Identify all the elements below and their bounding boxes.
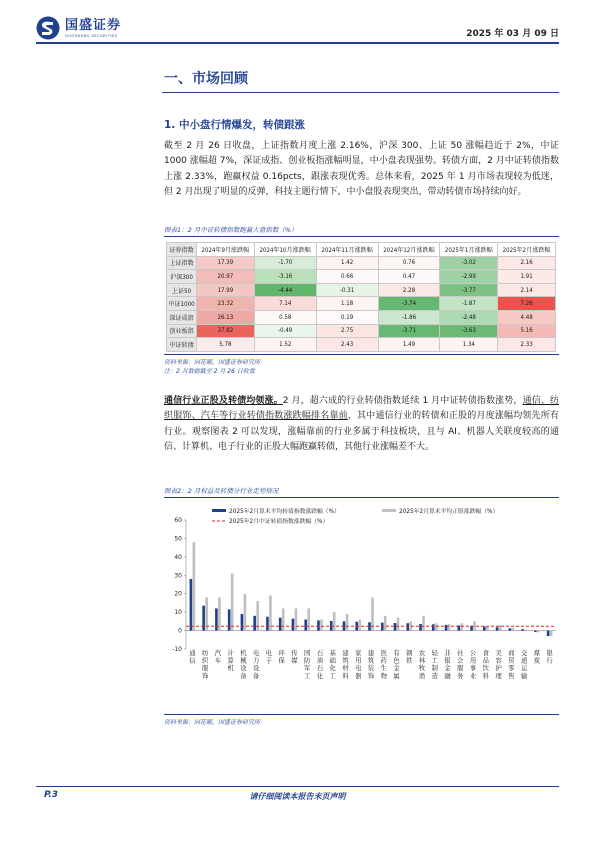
table-cell: 2.14 (498, 283, 556, 297)
table-cell: 1.52 (254, 338, 316, 352)
bar-convertible (394, 623, 397, 631)
table-cell: 23.32 (197, 297, 255, 311)
table-cell: 2.75 (316, 324, 378, 338)
x-tick-label: 电子 (265, 650, 273, 665)
row-label: 沪深300 (167, 270, 197, 284)
table-cell: -0.49 (254, 324, 316, 338)
x-tick-label: 机械设备 (240, 650, 247, 680)
bar-convertible (483, 627, 486, 631)
table-cell: 2.43 (316, 338, 378, 352)
bar-stock (537, 631, 540, 633)
table-cell: 1.34 (440, 338, 498, 352)
bar-stock (512, 628, 515, 631)
bar-stock (295, 608, 298, 630)
table-cell: 26.13 (197, 310, 255, 324)
section-title: 一、市场回顾 (164, 71, 248, 87)
table-row (167, 310, 556, 324)
bar-convertible (547, 631, 550, 637)
bar-stock (524, 630, 527, 631)
figure1-bottom-rule (164, 354, 559, 355)
x-tick-label: 纺织服饰 (201, 650, 209, 680)
figure1-source: 资料来源：同花顺，国盛证券研究所 (164, 359, 261, 366)
y-tick-label: 10 (174, 609, 182, 617)
bar-convertible (304, 620, 307, 631)
industry-bar-chart (164, 503, 559, 711)
table-header-cell: 证券指数 (167, 243, 197, 257)
row-label: 深证成指 (167, 310, 197, 324)
bar-stock (486, 627, 489, 631)
bar-stock (461, 623, 464, 630)
bar-convertible (279, 618, 282, 631)
page-number: P.3 (44, 790, 58, 800)
row-label: 中证转债 (167, 338, 197, 352)
table-cell: -3.74 (378, 297, 440, 311)
bar-convertible (406, 623, 409, 630)
bar-convertible (266, 617, 269, 631)
x-tick-label: 传媒 (291, 650, 298, 665)
table-row (167, 338, 556, 352)
table-header-cell: 2024年12月涨跌幅 (378, 243, 440, 257)
bar-convertible (432, 624, 435, 630)
paragraph-market-review: 截至 2 月 26 日收盘，上证指数月度上涨 2.16%，沪深 300、上证 50 涨幅趋近于 2%，中证 1000 涨幅超 7%，深证成指、创业板指涨幅明显，中小盘表现强势。转债方面，2 月中证转债指数上涨 2.33%，跑赢权益 0.16pcts，跟涨表现优秀。总体来看，2025 年 1 月市场表现较为低迷，但 2 月出现了明显的反弹，科技主题行情下，中小盘股表现突出，带动转债市场持续向好。 (164, 141, 559, 198)
table-cell: 0.66 (316, 270, 378, 284)
bar-stock (333, 612, 336, 630)
x-tick-label: 建筑装饰 (367, 650, 375, 680)
table-cell: -3.02 (440, 256, 498, 270)
bar-convertible (190, 579, 193, 631)
row-label: 中证1000 (167, 297, 197, 311)
table-cell: -1.87 (440, 297, 498, 311)
x-tick-label: 农林牧渔 (418, 650, 426, 680)
paragraph-industry (164, 394, 559, 456)
bar-stock (307, 608, 310, 630)
table-body (167, 256, 556, 351)
bar-stock (550, 631, 553, 637)
legend-swatch-stock (382, 509, 396, 512)
table-row (167, 324, 556, 338)
bar-stock (422, 616, 425, 631)
table-cell: 0.19 (316, 310, 378, 324)
table-cell: -1.70 (254, 256, 316, 270)
table-cell: 1.91 (498, 270, 556, 284)
table-header-cell: 2024年11月涨跌幅 (316, 243, 378, 257)
table-cell: 20.97 (197, 270, 255, 284)
table-cell: 1.49 (378, 338, 440, 352)
x-tick-label: 商贸零售 (508, 650, 515, 680)
table-cell: 7.26 (498, 297, 556, 311)
x-tick-label: 食品饮料 (482, 650, 489, 680)
row-label: 创业板指 (167, 324, 197, 338)
paragraph-text-1: 2 月，超六成的行业转债指数延续 1 月中证转债指数涨势， (282, 396, 523, 406)
x-tick-label: 社会服务 (457, 650, 464, 680)
table-header-row (167, 243, 556, 257)
x-tick-label: 美容护理 (495, 650, 502, 680)
x-tick-label: 家用电器 (355, 650, 362, 680)
figure2-source: 资料来源：同花顺，国盛证券研究所 (164, 719, 261, 726)
paragraph-text-2: ，其中通信行业的转债和正股的月度涨幅均领先所有行业。观察图表 2 可以发现，涨幅靠前的行业多属于科技板块，且与 AI、机器人关联度较高的通信、计算机、电子行业的正股大幅跑赢转债，其他行业涨幅差不大。 (164, 411, 559, 453)
bar-stock (218, 597, 221, 630)
bar-convertible (534, 631, 537, 632)
x-tick-label: 石油石化 (316, 650, 324, 680)
x-tick-label: 交通运输 (520, 650, 528, 680)
legend-label-reference: 2025年2月中证转债指数涨跌幅（%） (229, 519, 329, 525)
bar-stock (499, 625, 502, 631)
table-cell: -4.44 (254, 283, 316, 297)
legend-label-convertible: 2025年2月算术平均转债指数涨跌幅（%） (229, 509, 340, 515)
bar-stock (371, 597, 374, 630)
logo-cn-text: 国盛证券 (65, 17, 122, 33)
x-tick-label: 电力设备 (253, 650, 260, 680)
table-cell: -3.16 (254, 270, 316, 284)
y-tick-label: 30 (174, 572, 182, 580)
bar-convertible (521, 629, 524, 630)
table-cell: 2.33 (498, 338, 556, 352)
company-logo (36, 16, 121, 40)
y-tick-label: 0 (178, 627, 182, 635)
logo-en-text: GUOSHENG SECURITIES (65, 33, 118, 38)
legend-label-stock: 2025年2月算术平均正股涨跌幅（%） (399, 509, 499, 515)
table-cell: 1.42 (316, 256, 378, 270)
row-label: 上证指数 (167, 256, 197, 270)
x-tick-label: 医药生物 (380, 650, 387, 680)
table-cell: -0.31 (316, 283, 378, 297)
x-tick-label: 非银金融 (444, 650, 451, 680)
table-header-cell: 2024年9月涨跌幅 (197, 243, 255, 257)
x-tick-label: 环保 (278, 650, 285, 665)
index-performance-table (166, 242, 556, 352)
y-tick-label: 40 (174, 553, 182, 561)
table-cell: 2.16 (498, 256, 556, 270)
table-cell: 1.18 (316, 297, 378, 311)
bar-convertible (317, 620, 320, 630)
table-cell: 37.82 (197, 324, 255, 338)
x-tick-label: 有色金属 (393, 650, 400, 680)
table-cell: 17.39 (197, 256, 255, 270)
bar-stock (358, 620, 361, 631)
bar-stock (320, 620, 323, 631)
table-cell: -3.71 (378, 324, 440, 338)
table-header-cell: 2024年10月涨跌幅 (254, 243, 316, 257)
bar-convertible (202, 606, 205, 631)
table-cell: 7.14 (254, 297, 316, 311)
x-tick-label: 轻工制造 (431, 650, 438, 680)
bar-convertible (292, 619, 295, 631)
bar-convertible (496, 627, 499, 630)
paragraph-underlined: 通信、纺织服饰、汽车等行业转债指数涨跌幅排名靠前 (164, 396, 559, 422)
bar-convertible (509, 628, 512, 630)
table-header-cell: 2025年2月涨跌幅 (498, 243, 556, 257)
table-row (167, 256, 556, 270)
bar-convertible (241, 614, 244, 631)
header-divider (36, 42, 559, 44)
bar-convertible (215, 608, 218, 630)
table-cell: -2.48 (440, 310, 498, 324)
row-label: 上证50 (167, 283, 197, 297)
table-cell: -1.86 (378, 310, 440, 324)
table-cell: 0.76 (378, 256, 440, 270)
paragraph-lead: 通信行业正股及转债均领涨。 (164, 396, 283, 406)
x-tick-label: 国防军工 (304, 650, 311, 680)
y-tick-label: 20 (174, 590, 182, 598)
y-tick-label: -10 (172, 646, 182, 653)
table-cell: 4.48 (498, 310, 556, 324)
table-row (167, 283, 556, 297)
table-cell: -3.77 (440, 283, 498, 297)
x-tick-label: 煤炭 (533, 650, 541, 665)
table-cell: 0.47 (378, 270, 440, 284)
table-cell: 5.16 (498, 324, 556, 338)
table-cell: 2.28 (378, 283, 440, 297)
bar-stock (346, 614, 349, 631)
guosheng-logo-icon (36, 16, 60, 40)
table-header-cell: 2025年1月涨跌幅 (440, 243, 498, 257)
table-cell: 17.99 (197, 283, 255, 297)
bar-stock (244, 594, 247, 631)
y-tick-label: 50 (174, 535, 182, 543)
footer-divider (36, 786, 559, 787)
bar-stock (193, 542, 196, 630)
table-cell: -3.63 (440, 324, 498, 338)
table-cell: 0.58 (254, 310, 316, 324)
bar-stock (205, 597, 208, 630)
x-tick-label: 计算机 (227, 650, 234, 673)
table-row (167, 297, 556, 311)
x-tick-label: 钢铁 (406, 650, 413, 665)
bar-convertible (228, 609, 231, 630)
bar-stock (269, 596, 272, 631)
bar-convertible (445, 625, 448, 631)
footer-disclaimer: 请仔细阅读本报告末页声明 (249, 792, 346, 801)
legend-swatch-convertible (212, 509, 226, 512)
figure1-note: 注：2 月数据截至 2 月 26 日收盘 (164, 368, 255, 375)
subsection-title: 1. 中小盘行情爆发，转债跟涨 (164, 119, 305, 131)
bar-stock (282, 608, 285, 630)
x-tick-label: 公用事业 (469, 650, 477, 680)
table-cell: 5.78 (197, 338, 255, 352)
report-date: 2025 年 03 月 09 日 (466, 29, 559, 39)
bar-stock (397, 618, 400, 631)
bar-convertible (253, 616, 256, 631)
table-row (167, 270, 556, 284)
x-tick-label: 汽车 (214, 650, 222, 665)
x-tick-label: 银行 (546, 650, 553, 665)
x-tick-label: 基础化工 (329, 650, 336, 680)
figure2-bottom-rule (164, 714, 559, 715)
bar-stock (435, 623, 438, 630)
bar-convertible (419, 624, 422, 631)
bar-stock (231, 573, 234, 630)
section-divider (162, 92, 559, 93)
bar-stock (384, 616, 387, 631)
x-tick-label: 建筑材料 (342, 650, 349, 680)
bar-stock (448, 624, 451, 630)
figure1-title: 图表1：2 月中证转债指数跑赢大盘指数（%） (164, 225, 559, 237)
figure2-title: 图表2：2 月权益及转债分行业走势情况 (164, 486, 559, 498)
y-tick-label: 60 (174, 517, 182, 524)
x-tick-label: 通信 (189, 650, 196, 665)
table-cell: -2.99 (440, 270, 498, 284)
